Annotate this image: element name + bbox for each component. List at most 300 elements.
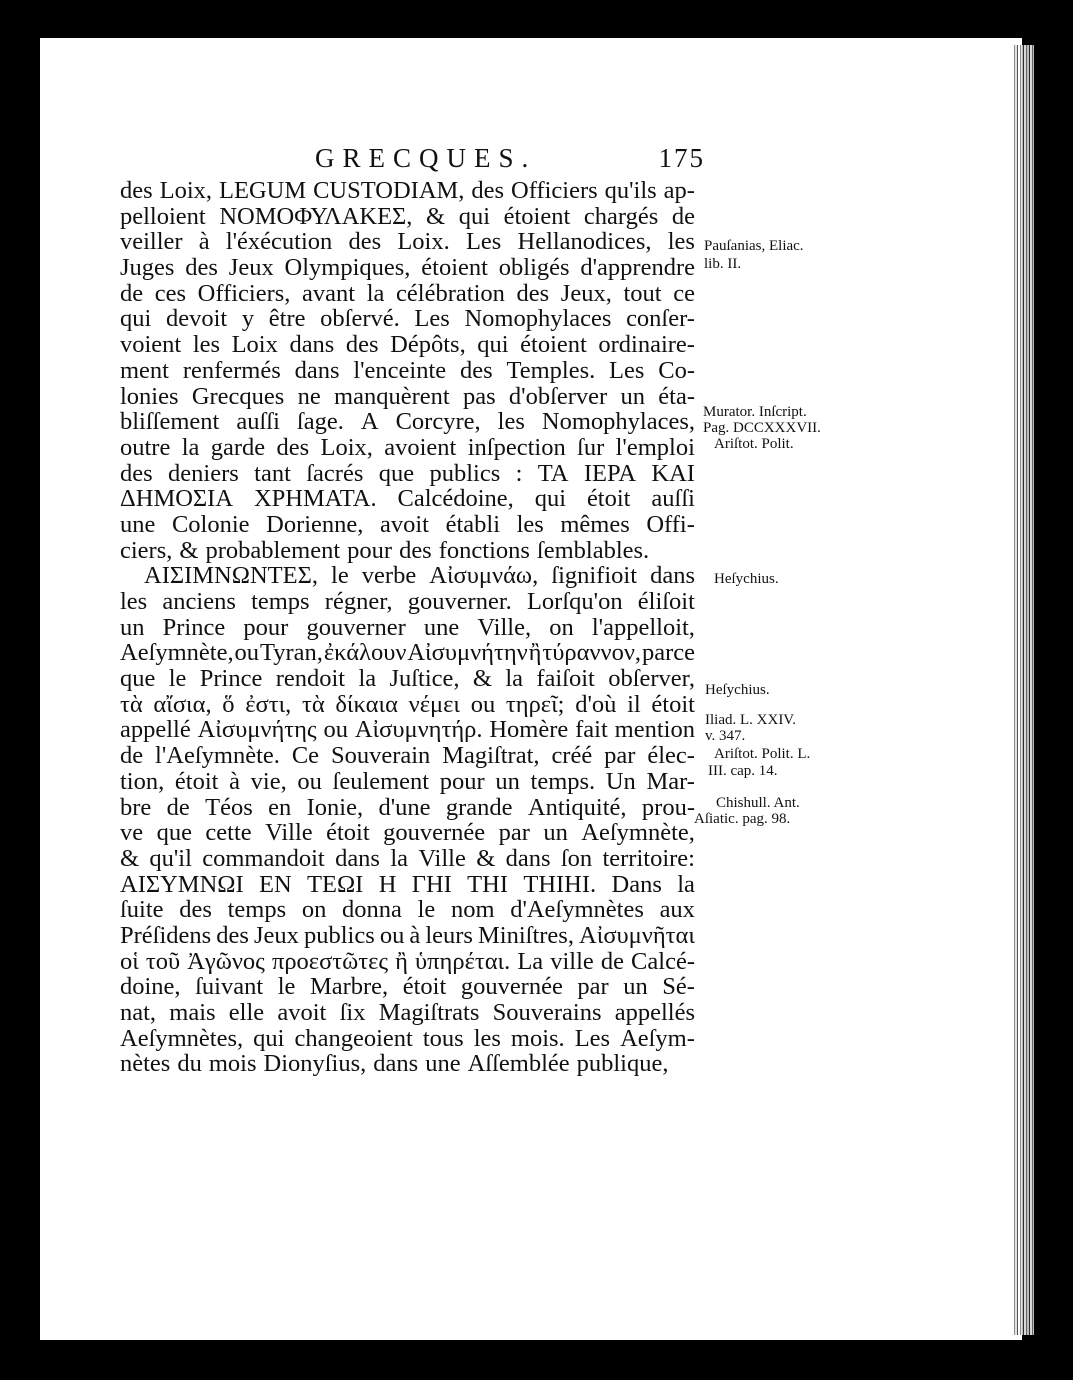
word: la	[366, 279, 385, 307]
word: fonctions	[438, 536, 530, 564]
word: anciens	[162, 588, 236, 615]
text-line	[120, 178, 695, 204]
word: pour	[439, 767, 485, 795]
word: ſix	[339, 999, 366, 1026]
word: étoit	[326, 819, 370, 847]
word: auſſi	[651, 485, 695, 513]
word: ΔΗΜΟΣΙΑ	[120, 485, 234, 513]
word: des	[399, 536, 432, 564]
word: ΤΗΙ	[467, 870, 508, 898]
word: d'obſerver	[508, 382, 608, 410]
word: ſeulement	[332, 767, 430, 795]
word: les	[473, 1024, 501, 1052]
word: Grecques	[191, 382, 285, 410]
text-line	[120, 589, 695, 615]
word: ſon	[560, 844, 593, 872]
word: éliſoit	[637, 588, 695, 615]
text-line	[120, 897, 695, 923]
word: ΑΙΣΥΜΝΩΙ	[120, 870, 244, 898]
text-line	[120, 409, 695, 435]
word: des	[471, 177, 505, 204]
text-line	[120, 332, 695, 358]
word: voient	[120, 331, 182, 359]
word: ville	[550, 947, 594, 975]
word: dans	[650, 562, 695, 590]
word: ΑΙΣΙΜΝΩΝΤΕΣ,	[144, 562, 318, 590]
word: Αἰσυμνητήρ.	[354, 716, 483, 744]
word: les	[120, 588, 148, 615]
word: à	[229, 767, 240, 795]
word: προεστῶτες	[271, 947, 389, 975]
margin-note: III. cap. 14.	[708, 763, 778, 779]
word: nètes	[120, 1050, 171, 1078]
word: bliſſement	[120, 408, 220, 436]
text-line	[120, 846, 695, 872]
word: ΕΝ	[259, 870, 292, 898]
word: d'une	[378, 793, 431, 821]
word: Les	[574, 1024, 611, 1052]
word: renfermés	[182, 356, 281, 384]
margin-note: Heſychius.	[705, 682, 770, 698]
word: ou	[470, 690, 496, 718]
word: mois.	[510, 1024, 565, 1052]
word: ne	[297, 382, 321, 410]
text-line	[120, 563, 695, 589]
word: Antiquité,	[527, 793, 627, 821]
word: étoit	[174, 767, 219, 795]
word: à	[198, 228, 210, 256]
word: pelloient	[120, 202, 206, 230]
word: pour	[347, 536, 393, 564]
word: être	[268, 305, 306, 333]
text-line	[120, 717, 695, 743]
word: avant	[302, 279, 356, 307]
word: Tyran,	[259, 639, 323, 667]
word: auſſi	[236, 408, 280, 436]
word: ou	[297, 767, 322, 795]
word: des	[185, 254, 218, 282]
word: inſpection	[467, 433, 566, 461]
word: conſer-	[626, 305, 695, 333]
word: un	[620, 382, 645, 410]
word: obligés	[498, 254, 570, 282]
word: de	[600, 947, 624, 975]
word: deniers	[168, 459, 239, 487]
word: des	[345, 331, 379, 359]
word: manquèrent	[334, 382, 450, 410]
word: temps	[251, 588, 310, 615]
word: ciers,	[120, 536, 173, 564]
word: la	[358, 665, 377, 693]
word: le	[168, 665, 187, 693]
text-line	[120, 872, 695, 898]
word: Officiers	[511, 177, 598, 204]
word: des	[516, 279, 550, 307]
word: Corcyre,	[395, 408, 481, 436]
word: gouvernée	[383, 819, 486, 847]
text-line	[120, 743, 695, 769]
word: Hellanodices,	[517, 228, 652, 256]
word: un	[543, 819, 568, 847]
word: Miniſtres,	[478, 921, 574, 949]
word: des	[459, 356, 493, 384]
word: Jeux,	[560, 279, 612, 307]
word: l'Aeſymnète.	[155, 742, 280, 770]
word: mention	[614, 716, 695, 744]
text-line	[120, 461, 695, 487]
text-line	[120, 640, 695, 666]
word: tout	[623, 279, 662, 307]
word: dans	[373, 1050, 419, 1078]
word: Calcé-	[631, 947, 695, 975]
main-text	[120, 178, 695, 1077]
word: δίκαια	[335, 690, 398, 718]
word: temps.	[530, 767, 596, 795]
word: Αἰσυμνήτην	[407, 639, 528, 667]
text-line	[120, 306, 695, 332]
word: ſuite	[120, 896, 164, 924]
word: Co-	[658, 356, 695, 384]
word: Η	[378, 870, 397, 898]
margin-note: v. 347.	[705, 728, 746, 744]
word: ΙΕΡΑ	[583, 459, 637, 487]
word: étoit	[586, 485, 631, 513]
word: pour	[243, 613, 289, 641]
text-line	[120, 358, 695, 384]
text-line	[120, 1000, 695, 1026]
word: Olympiques,	[284, 254, 411, 282]
word: régner,	[324, 588, 393, 615]
word: la	[505, 665, 523, 693]
word: &	[426, 202, 446, 230]
word: temps	[227, 896, 287, 924]
word: étoit	[651, 690, 695, 718]
word: par	[498, 819, 530, 847]
word: publics	[429, 459, 501, 487]
word: l'appelloit,	[591, 613, 695, 641]
word: νέμει	[408, 690, 461, 718]
word: obſervé.	[320, 305, 400, 333]
word: l'enceinte	[353, 356, 447, 384]
word: Nomophylaces	[464, 305, 612, 333]
text-line	[120, 538, 695, 564]
word: qui	[534, 485, 567, 513]
word: de	[120, 742, 144, 770]
text-line	[120, 204, 695, 230]
word: les	[497, 408, 525, 436]
word: avoit	[277, 999, 327, 1026]
word: ou	[234, 639, 260, 667]
word: Dépôts,	[390, 331, 466, 359]
word: la	[390, 844, 408, 872]
word: οἱ	[120, 947, 139, 975]
word: dans	[289, 331, 335, 359]
word: Téos	[205, 793, 253, 821]
word: avoit	[380, 510, 429, 538]
word: tant	[254, 459, 291, 487]
word: cette	[205, 819, 252, 847]
word: fait	[575, 716, 608, 744]
word: Offi-	[646, 510, 695, 538]
word: des	[348, 228, 382, 256]
word: d'où	[575, 690, 617, 718]
word: publics	[303, 921, 375, 949]
word: aux	[659, 896, 695, 924]
word: Loix,	[159, 177, 213, 204]
word: ἢ	[395, 947, 408, 975]
text-line	[120, 512, 695, 538]
word: Jeux	[253, 921, 299, 949]
word: établi	[445, 510, 500, 538]
word: Ἀγῶνος	[187, 947, 265, 975]
word: Calcédoine,	[397, 485, 514, 513]
word: τηρεῖ;	[505, 690, 565, 718]
word: ordinaire-	[598, 331, 695, 359]
word: Les	[609, 356, 645, 384]
word: changeoient	[294, 1024, 413, 1052]
word: que	[156, 819, 192, 847]
word: ΤΑ	[537, 459, 569, 487]
word: Ville	[418, 844, 466, 872]
word: ΝΟΜΟΦΥΛΑΚΕΣ,	[219, 202, 413, 230]
page-number: 175	[658, 143, 705, 173]
word: la	[181, 433, 200, 461]
word: mêmes	[560, 510, 630, 538]
word: αἴσια,	[153, 690, 212, 718]
word: une	[120, 510, 156, 538]
text-line	[120, 615, 695, 641]
word: dans	[294, 356, 340, 384]
word: ſage.	[296, 408, 344, 436]
word: dans	[505, 844, 551, 872]
margin-note: Pauſanias, Eliac.	[704, 238, 804, 254]
word: qui	[120, 305, 152, 333]
word: des	[276, 433, 310, 461]
word: Prince	[162, 613, 226, 641]
word: ὑπηρέται.	[415, 947, 511, 975]
word: Aeſymnète,	[581, 819, 695, 847]
word: probablement	[205, 536, 341, 564]
word: Les	[465, 228, 502, 256]
word: Aeſymnète,	[120, 639, 234, 667]
word: tion,	[120, 767, 165, 795]
word: tous	[422, 1024, 464, 1052]
word: verbe	[361, 562, 417, 590]
word: territoire:	[602, 844, 695, 872]
word: gouvernée	[460, 973, 563, 1001]
word: LEGUM	[219, 177, 307, 204]
word: un	[495, 767, 520, 795]
text-line	[120, 769, 695, 795]
word: Αἰσυμνῆται	[579, 921, 695, 949]
word: mais	[169, 999, 216, 1026]
word: l'emploi	[615, 433, 695, 461]
word: Nomophylaces,	[541, 408, 695, 436]
word: vie,	[250, 767, 287, 795]
word: ἐκάλουν	[323, 639, 407, 667]
word: ἐστι,	[245, 690, 292, 718]
word: chargés	[583, 202, 659, 230]
word: ſemblables.	[536, 536, 650, 564]
word: Sé-	[662, 973, 695, 1001]
word: Aeſymnètes,	[120, 1024, 244, 1052]
word: ΚΑΙ	[651, 459, 695, 487]
word: La	[517, 947, 544, 975]
word: ap-	[663, 177, 695, 204]
word: élec-	[647, 742, 695, 770]
word: les	[192, 331, 221, 359]
word: une	[425, 1050, 461, 1078]
text-line	[120, 974, 695, 1000]
word: étoit	[402, 973, 447, 1001]
word: des	[179, 896, 212, 924]
word: Temples.	[506, 356, 596, 384]
word: étoient	[421, 254, 488, 282]
word: Homère	[489, 716, 569, 744]
word: devoit	[165, 305, 228, 333]
margin-note: lib. II.	[704, 256, 742, 272]
word: Marbre,	[309, 973, 389, 1001]
word: τὰ	[302, 690, 325, 718]
word: par	[577, 973, 609, 1001]
word: le	[277, 973, 296, 1001]
word: Dionyſius,	[263, 1050, 367, 1078]
word: à	[409, 921, 421, 949]
word: Magiſtrat,	[442, 742, 540, 770]
word: ΤΗΙΗΙ.	[523, 870, 597, 898]
word: de	[166, 793, 190, 821]
word: y	[241, 305, 255, 333]
word: ve	[120, 819, 144, 847]
word: gouverner	[306, 613, 406, 641]
page-header	[315, 143, 705, 177]
word: Ionie,	[306, 793, 364, 821]
text-line	[120, 1051, 695, 1077]
word: célébration	[396, 279, 505, 307]
word: ſacrés	[306, 459, 364, 487]
word: Lorſqu'on	[526, 588, 623, 615]
margin-note: Ariſtot. Polit. L.	[714, 746, 811, 762]
word: &	[476, 844, 496, 872]
word: en	[268, 793, 292, 821]
word: Dorienne,	[266, 510, 364, 538]
word: publique,	[576, 1050, 669, 1078]
margin-note: Iliad. L. XXIV.	[705, 712, 796, 728]
word: de	[120, 279, 144, 307]
word: Juges	[120, 254, 175, 282]
word: du	[177, 1050, 202, 1078]
word: des	[120, 177, 153, 204]
word: Colonie	[171, 510, 250, 538]
margin-note: Pag. DCCXXXVII.	[703, 420, 821, 436]
word: ou	[379, 921, 405, 949]
word: :	[515, 459, 523, 487]
word: Ce	[291, 742, 320, 770]
word: par	[604, 742, 636, 770]
word: appellé	[120, 716, 191, 744]
word: ces	[154, 279, 187, 307]
word: éta-	[658, 382, 695, 410]
word: que	[120, 665, 156, 693]
word: Préſidens	[120, 921, 212, 949]
word: A	[360, 408, 379, 436]
word: nom	[450, 896, 495, 924]
word: étoient	[520, 331, 587, 359]
word: ment	[120, 356, 169, 384]
word: Jeux	[228, 254, 274, 282]
word: Un	[605, 767, 636, 795]
word: ΤΕΩΙ	[307, 870, 364, 898]
word: des	[216, 921, 249, 949]
word: &	[120, 844, 140, 872]
word: Officiers,	[197, 279, 291, 307]
word: Ville,	[477, 613, 532, 641]
page-edge-stack	[1012, 45, 1034, 1335]
word: on	[549, 613, 574, 641]
word: pas	[462, 382, 496, 410]
word: ὅ	[222, 690, 235, 718]
word: un	[120, 613, 145, 641]
text-line	[120, 1026, 695, 1052]
word: outre	[120, 433, 171, 461]
word: faiſoit	[536, 665, 595, 693]
word: de	[671, 202, 695, 230]
word: τὰ	[120, 690, 143, 718]
word: l'éxécution	[225, 228, 333, 256]
word: ce	[673, 279, 695, 307]
word: mois	[208, 1050, 257, 1078]
word: qu'il	[149, 844, 192, 872]
word: grande	[445, 793, 513, 821]
text-line	[120, 486, 695, 512]
word: qui	[477, 331, 509, 359]
word: garde	[210, 433, 266, 461]
margin-note: Heſychius.	[714, 571, 779, 587]
word: étoient	[503, 202, 571, 230]
word: Souverains	[492, 999, 602, 1026]
word: la	[677, 870, 695, 898]
word: &	[472, 665, 492, 693]
word: il	[627, 690, 641, 718]
text-line	[120, 435, 695, 461]
word: veiller	[120, 228, 183, 256]
text-line	[120, 949, 695, 975]
word: ſur	[577, 433, 605, 461]
word: qui	[253, 1024, 285, 1052]
word: &	[179, 536, 199, 564]
word: Αἰσυμνάω,	[429, 562, 539, 590]
word: prou-	[641, 793, 695, 821]
word: d'apprendre	[580, 254, 695, 282]
running-title: GRECQUES.	[315, 143, 537, 173]
word: Aſſemblée	[467, 1050, 570, 1078]
word: les	[667, 228, 695, 256]
word: bre	[120, 793, 152, 821]
word: donna	[342, 896, 402, 924]
word: que	[378, 459, 415, 487]
word: Loix,	[320, 433, 373, 461]
word: Magiſtrats	[378, 999, 480, 1026]
margin-note: Murator. Inſcript.	[703, 404, 807, 420]
word: τοῦ	[145, 947, 181, 975]
word: Loix	[231, 331, 278, 359]
word: le	[331, 562, 349, 590]
word: qu'ils	[604, 177, 657, 204]
text-line	[120, 923, 695, 949]
word: les	[516, 510, 544, 538]
word: Αἰσυμνήτης	[197, 716, 317, 744]
word: le	[417, 896, 436, 924]
